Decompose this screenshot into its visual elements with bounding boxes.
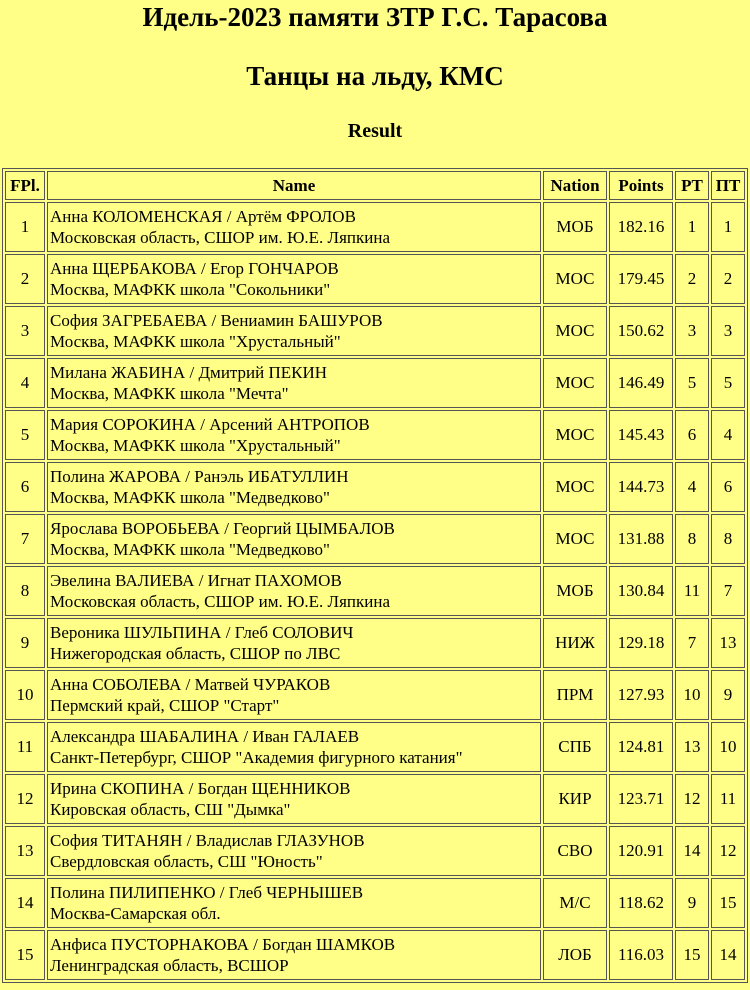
column-header-pt: ПТ xyxy=(711,171,745,200)
table-row xyxy=(5,358,745,408)
points-cell: 146.49 xyxy=(609,358,673,408)
name-cell xyxy=(47,254,541,304)
nation-cell: МОС xyxy=(543,462,607,512)
place-cell: 10 xyxy=(5,670,45,720)
name-cell xyxy=(47,514,541,564)
pair-names: Ярослава ВОРОБЬЕВА / Георгий ЦЫМБАЛОВ xyxy=(50,519,395,538)
pt-cell: 2 xyxy=(711,254,745,304)
points-cell: 127.93 xyxy=(609,670,673,720)
column-header-nation: Nation xyxy=(543,171,607,200)
place-cell: 15 xyxy=(5,930,45,980)
place-cell: 9 xyxy=(5,618,45,668)
name-cell xyxy=(47,566,541,616)
points-cell: 120.91 xyxy=(609,826,673,876)
club-name: Москва, МАФКК школа "Медведково" xyxy=(50,488,330,507)
club-name: Москва, МАФКК школа "Хрустальный" xyxy=(50,436,341,455)
club-name: Москва, МАФКК школа "Сокольники" xyxy=(50,280,331,299)
results-table xyxy=(2,168,748,983)
name-cell xyxy=(47,410,541,460)
pair-names: София ЗАГРЕБАЕВА / Вениамин БАШУРОВ xyxy=(50,311,383,330)
points-cell: 123.71 xyxy=(609,774,673,824)
club-name: Свердловская область, СШ "Юность" xyxy=(50,852,323,871)
event-subtitle: Танцы на льду, КМС xyxy=(246,61,504,91)
nation-cell: МОС xyxy=(543,254,607,304)
points-cell: 118.62 xyxy=(609,878,673,928)
place-cell: 1 xyxy=(5,202,45,252)
pair-names: Милана ЖАБИНА / Дмитрий ПЕКИН xyxy=(50,363,328,382)
name-cell xyxy=(47,826,541,876)
pt-cell: 15 xyxy=(711,878,745,928)
pt-cell: 1 xyxy=(711,202,745,252)
pair-names: Александра ШАБАЛИНА / Иван ГАЛАЕВ xyxy=(50,727,360,746)
points-cell: 144.73 xyxy=(609,462,673,512)
club-name: Нижегородская область, СШОР по ЛВС xyxy=(50,644,341,663)
points-cell: 129.18 xyxy=(609,618,673,668)
table-row xyxy=(5,774,745,824)
name-cell xyxy=(47,774,541,824)
table-row xyxy=(5,514,745,564)
pair-names: Мария СОРОКИНА / Арсений АНТРОПОВ xyxy=(50,415,370,434)
pt-cell: 7 xyxy=(711,566,745,616)
rt-cell: 12 xyxy=(675,774,709,824)
nation-cell: ПРМ xyxy=(543,670,607,720)
pt-cell: 10 xyxy=(711,722,745,772)
place-cell: 5 xyxy=(5,410,45,460)
pair-names: Анфиса ПУСТОРНАКОВА / Богдан ШАМКОВ xyxy=(50,935,396,954)
club-name: Ленинградская область, ВСШОР xyxy=(50,956,289,975)
pt-cell: 4 xyxy=(711,410,745,460)
nation-cell: СПБ xyxy=(543,722,607,772)
name-cell xyxy=(47,202,541,252)
pair-names: Вероника ШУЛЬПИНА / Глеб СОЛОВИЧ xyxy=(50,623,354,642)
rt-cell: 1 xyxy=(675,202,709,252)
nation-cell: МОС xyxy=(543,514,607,564)
pair-names: Эвелина ВАЛИЕВА / Игнат ПАХОМОВ xyxy=(50,571,342,590)
rt-cell: 8 xyxy=(675,514,709,564)
rt-cell: 2 xyxy=(675,254,709,304)
pt-cell: 12 xyxy=(711,826,745,876)
name-cell xyxy=(47,878,541,928)
nation-cell: НИЖ xyxy=(543,618,607,668)
name-cell xyxy=(47,722,541,772)
rt-cell: 5 xyxy=(675,358,709,408)
place-cell: 14 xyxy=(5,878,45,928)
pair-names: Анна КОЛОМЕНСКАЯ / Артём ФРОЛОВ xyxy=(50,207,356,226)
rt-cell: 4 xyxy=(675,462,709,512)
name-cell xyxy=(47,930,541,980)
place-cell: 2 xyxy=(5,254,45,304)
pt-cell: 5 xyxy=(711,358,745,408)
table-row xyxy=(5,618,745,668)
pt-cell: 8 xyxy=(711,514,745,564)
pt-cell: 6 xyxy=(711,462,745,512)
table-row xyxy=(5,202,745,252)
place-cell: 13 xyxy=(5,826,45,876)
club-name: Московская область, СШОР им. Ю.Е. Ляпкина xyxy=(50,228,391,247)
rt-cell: 3 xyxy=(675,306,709,356)
nation-cell: МОС xyxy=(543,410,607,460)
pair-names: Анна СОБОЛЕВА / Матвей ЧУРАКОВ xyxy=(50,675,331,694)
pair-names: Полина ПИЛИПЕНКО / Глеб ЧЕРНЫШЕВ xyxy=(50,883,364,902)
place-cell: 12 xyxy=(5,774,45,824)
nation-cell: М/С xyxy=(543,878,607,928)
table-row xyxy=(5,410,745,460)
club-name: Москва, МАФКК школа "Хрустальный" xyxy=(50,332,341,351)
table-row xyxy=(5,670,745,720)
column-header-points: Points xyxy=(609,171,673,200)
points-cell: 182.16 xyxy=(609,202,673,252)
pt-cell: 14 xyxy=(711,930,745,980)
place-cell: 8 xyxy=(5,566,45,616)
pt-cell: 9 xyxy=(711,670,745,720)
place-cell: 6 xyxy=(5,462,45,512)
club-name: Санкт-Петербург, СШОР "Академия фигурного катания" xyxy=(50,748,463,767)
points-cell: 179.45 xyxy=(609,254,673,304)
column-header-rt: PT xyxy=(675,171,709,200)
table-row xyxy=(5,306,745,356)
name-cell xyxy=(47,618,541,668)
table-row xyxy=(5,826,745,876)
club-name: Москва-Самарская обл. xyxy=(50,904,221,923)
rt-cell: 10 xyxy=(675,670,709,720)
club-name: Московская область, СШОР им. Ю.Е. Ляпкина xyxy=(50,592,391,611)
nation-cell: ЛОБ xyxy=(543,930,607,980)
rt-cell: 14 xyxy=(675,826,709,876)
club-name: Пермский край, СШОР "Старт" xyxy=(50,696,280,715)
points-cell: 124.81 xyxy=(609,722,673,772)
name-cell xyxy=(47,462,541,512)
points-cell: 131.88 xyxy=(609,514,673,564)
name-cell xyxy=(47,306,541,356)
nation-cell: МОС xyxy=(543,306,607,356)
rt-cell: 7 xyxy=(675,618,709,668)
place-cell: 7 xyxy=(5,514,45,564)
points-cell: 145.43 xyxy=(609,410,673,460)
rt-cell: 11 xyxy=(675,566,709,616)
table-row xyxy=(5,878,745,928)
table-row xyxy=(5,930,745,980)
rt-cell: 13 xyxy=(675,722,709,772)
name-cell xyxy=(47,670,541,720)
club-name: Москва, МАФКК школа "Мечта" xyxy=(50,384,289,403)
club-name: Кировская область, СШ "Дымка" xyxy=(50,800,291,819)
place-cell: 4 xyxy=(5,358,45,408)
pt-cell: 13 xyxy=(711,618,745,668)
rt-cell: 15 xyxy=(675,930,709,980)
section-heading: Result xyxy=(347,120,403,142)
points-cell: 116.03 xyxy=(609,930,673,980)
nation-cell: МОБ xyxy=(543,566,607,616)
pair-names: Анна ЩЕРБАКОВА / Егор ГОНЧАРОВ xyxy=(50,259,339,278)
table-row xyxy=(5,254,745,304)
nation-cell: МОБ xyxy=(543,202,607,252)
rt-cell: 6 xyxy=(675,410,709,460)
points-cell: 130.84 xyxy=(609,566,673,616)
points-cell: 150.62 xyxy=(609,306,673,356)
pair-names: София ТИТАНЯН / Владислав ГЛАЗУНОВ xyxy=(50,831,365,850)
place-cell: 11 xyxy=(5,722,45,772)
column-header-fpl: FPl. xyxy=(5,171,45,200)
nation-cell: МОС xyxy=(543,358,607,408)
column-header-name: Name xyxy=(47,171,541,200)
nation-cell: СВО xyxy=(543,826,607,876)
table-row xyxy=(5,462,745,512)
place-cell: 3 xyxy=(5,306,45,356)
pt-cell: 3 xyxy=(711,306,745,356)
rt-cell: 9 xyxy=(675,878,709,928)
table-row xyxy=(5,722,745,772)
name-cell xyxy=(47,358,541,408)
pair-names: Полина ЖАРОВА / Ранэль ИБАТУЛЛИН xyxy=(50,467,349,486)
pt-cell: 11 xyxy=(711,774,745,824)
nation-cell: КИР xyxy=(543,774,607,824)
pair-names: Ирина СКОПИНА / Богдан ЩЕННИКОВ xyxy=(50,779,351,798)
table-header-row xyxy=(5,171,745,200)
table-row xyxy=(5,566,745,616)
club-name: Москва, МАФКК школа "Медведково" xyxy=(50,540,330,559)
page-title: Идель-2023 памяти ЗТР Г.С. Тарасова xyxy=(142,2,608,32)
